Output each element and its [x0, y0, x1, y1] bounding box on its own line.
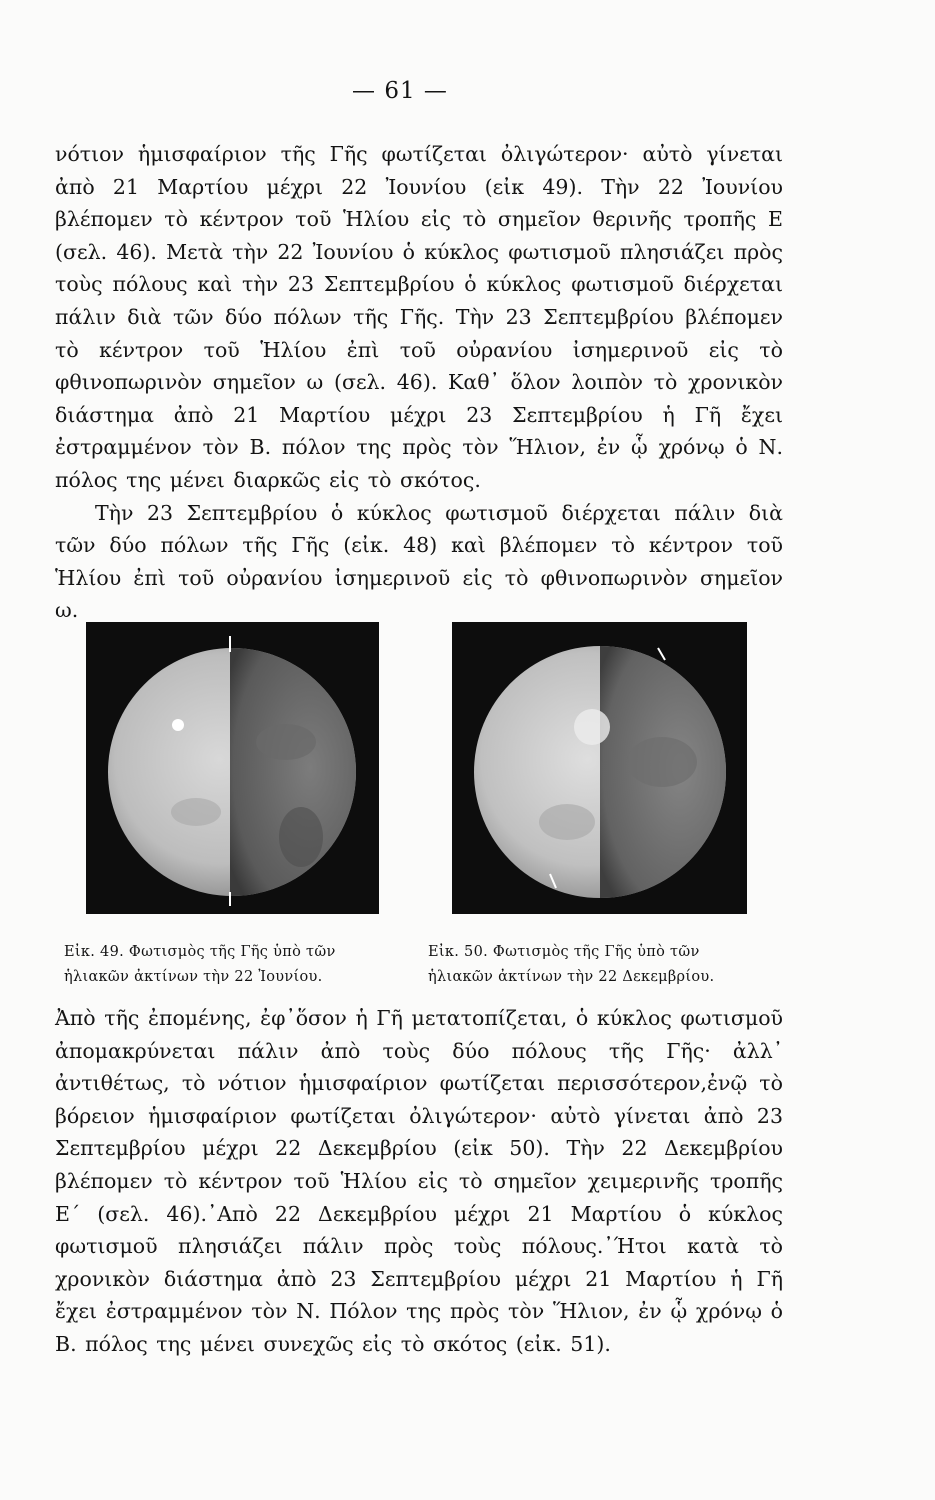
figure-50-earth-illumination-december — [452, 622, 747, 914]
body-paragraph-3: Ἀπὸ τῆς ἐπομένης, ἐφ᾽ὅσον ἡ Γῆ μετατοπίζεται, ὁ κύκλος φωτισμοῦ ἀπομακρύνεται πάλιν ἀπὸ τοὺς δύο πόλους τῆς Γῆς· ἀλλ᾽ ἀντιθέτως, τὸ νότιον ἡμισφαίριον φωτίζεται περισσότερον,ἐνῷ τὸ βόρειον ἡμισφαίριον φωτίζεται ὀλιγώτερον· αὐτὸ γίνεται ἀπὸ 23 Σεπτεμβρίου μέχρι 22 Δεκεμβρίου (εἰκ 50). Τὴν 22 Δεκεμβρίου βλέπομεν τὸ κέντρον τοῦ Ἡλίου εἰς τὸ σημεῖον χειμερινῆς τροπῆς Ε΄ (σελ. 46).᾽Απὸ 22 Δεκεμβρίου μέχρι 21 Μαρτίου ὁ κύκλος φωτισμοῦ πλησιάζει πάλιν πρὸς τοὺς πόλους.᾽Ήτοι κατὰ τὸ χρονικὸν διάστημα ἀπὸ 23 Σεπτεμβρίου μέχρι 21 Μαρτίου ἡ Γῆ ἔχει ἐστραμμένον τὸν Ν. Πόλον της πρὸς τὸν Ἥλιον, ἐν ᾧ χρόνῳ ὁ Β. πόλος της μένει συνεχῶς εἰς τὸ σκότος (εἰκ. 51). — [55, 1006, 783, 1356]
figure-49-image — [86, 622, 379, 914]
paragraph-1-text: νότιον ἡμισφαίριον τῆς Γῆς φωτίζεται ὀλιγώτερον· αὐτὸ γίνεται ἀπὸ 21 Μαρτίου μέχρι 22 Ἰουνίου (εἰκ 49). Τὴν 22 Ἰουνίου βλέπομεν τὸ κέντρον τοῦ Ἡλίου εἰς τὸ σημεῖον θερινῆς τροπῆς Ε (σελ. 46). Μετὰ τὴν 22 Ἰουνίου ὁ κύκλος φωτισμοῦ πλησιάζει πρὸς τοὺς πόλους καὶ τὴν 23 Σεπτεμβρίου ὁ κύκλος φωτισμοῦ διέρχεται πάλιν διὰ τῶν δύο πόλων τῆς Γῆς. Τὴν 23 Σεπτεμβρίου βλέπομεν τὸ κέντρον τοῦ Ἡλίου ἐπὶ τοῦ οὐρανίου ἰσημερινοῦ εἰς τὸ φθινοπωρινὸν σημεῖον ω (σελ. 46). Καθ᾽ ὅλον λοιπὸν τὸ χρονικὸν διάστημα ἀπὸ 21 Μαρτίου μέχρι 23 Σεπτεμβρίου ἡ Γῆ ἔχει ἐστραμμένον τὸν Β. πόλον της πρὸς τὸν Ἥλιον, ἐν ᾧ χρόνῳ ὁ Ν. πόλος της μένει διαρκῶς εἰς τὸ σκότος. — [55, 142, 783, 492]
figure-49-caption-line-1: Εἰκ. 49. Φωτισμὸς τῆς Γῆς ὑπὸ τῶν — [64, 944, 336, 960]
figure-49-caption-line-2: ἡλιακῶν ἀκτίνων τὴν 22 Ἰουνίου. — [64, 969, 323, 985]
figure-50-caption-line-2: ἡλιακῶν ἀκτίνων τὴν 22 Δεκεμβρίου. — [428, 969, 715, 985]
figure-49-caption — [64, 940, 404, 990]
page-number: — 61 — — [352, 78, 448, 104]
figure-50-caption — [428, 940, 788, 990]
body-paragraph-1 — [55, 138, 783, 627]
figure-50-image — [452, 622, 747, 914]
figure-50-caption-line-1: Εἰκ. 50. Φωτισμὸς τῆς Γῆς ὑπὸ τῶν — [428, 944, 700, 960]
paragraph-2-text: Τὴν 23 Σεπτεμβρίου ὁ κύκλος φωτισμοῦ διέρχεται πάλιν διὰ τῶν δύο πόλων τῆς Γῆς (εἰκ. 48) καὶ βλέπομεν τὸ κέντρον τοῦ Ἡλίου ἐπὶ τοῦ οὐρανίου ἰσημερινοῦ εἰς τὸ φθινοπωρινὸν σημεῖον ω. — [55, 500, 783, 623]
figure-49-earth-illumination-june — [86, 622, 379, 914]
sun-spot-marker — [172, 719, 184, 731]
